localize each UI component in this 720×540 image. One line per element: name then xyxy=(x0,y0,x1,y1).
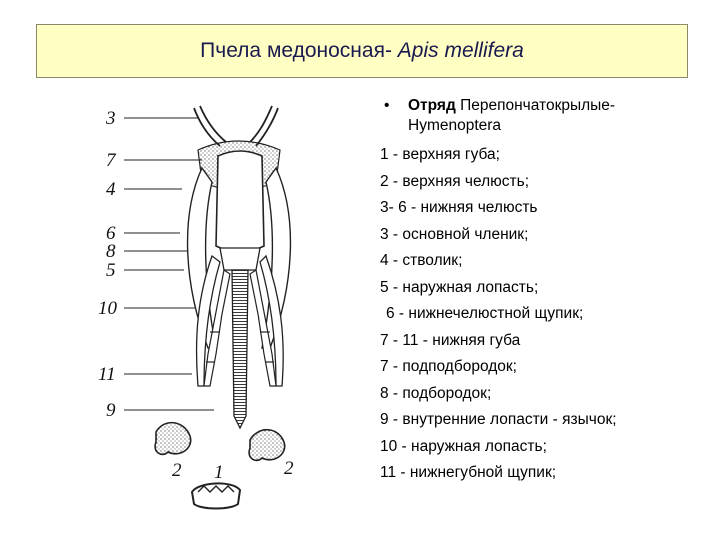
list-item: 3 - основной членик; xyxy=(380,225,529,243)
description-text xyxy=(380,96,710,487)
label-bottom-1: 1 xyxy=(214,462,224,483)
bullet-icon: • xyxy=(384,97,390,114)
left-mandible xyxy=(155,423,191,455)
title-latin: Apis mellifera xyxy=(397,39,524,62)
order-latin: Hymenoptera xyxy=(408,117,502,134)
label-8: 8 xyxy=(106,241,116,262)
order-name: Перепончатокрылые- xyxy=(455,97,616,114)
label-bottom-2-right: 2 xyxy=(284,458,294,479)
label-4: 4 xyxy=(106,179,116,200)
list-item: 8 - подбородок; xyxy=(380,384,492,402)
label-5: 5 xyxy=(106,260,116,281)
list-item: 2 - верхняя челюсть; xyxy=(380,172,530,190)
label-11: 11 xyxy=(98,364,116,385)
title-banner xyxy=(36,24,688,78)
list-item: 5 - наружная лопасть; xyxy=(380,278,539,296)
list-item: 1 - верхняя губа; xyxy=(380,146,500,163)
page-title xyxy=(200,39,524,63)
prementum xyxy=(220,248,260,270)
list-item: 11 - нижнегубной щупик; xyxy=(380,464,557,481)
label-10: 10 xyxy=(98,298,117,319)
mentum xyxy=(216,151,264,252)
right-mandible xyxy=(249,430,285,461)
upper-appendages xyxy=(194,106,278,146)
label-7: 7 xyxy=(106,150,116,171)
label-3: 3 xyxy=(106,108,116,129)
glossa xyxy=(232,270,248,428)
list-item: 3- 6 - нижняя челюсть xyxy=(380,199,538,216)
list-item: 6 - нижнечелюстной щупик; xyxy=(386,305,584,322)
label-6: 6 xyxy=(106,223,116,244)
mouthparts-illustration xyxy=(80,86,380,526)
list-item: 4 - стволик; xyxy=(380,252,463,269)
list-item: 7 - подподбородок; xyxy=(380,358,517,375)
order-label: Отряд xyxy=(408,97,456,114)
list-item: 10 - наружная лопасть; xyxy=(380,437,547,455)
list-item: 9 - внутренние лопасти - язычок; xyxy=(380,411,617,428)
labrum xyxy=(192,483,240,508)
bee-mouthparts-diagram xyxy=(80,86,380,526)
order-heading xyxy=(380,96,710,136)
label-bottom-2-left: 2 xyxy=(172,460,182,481)
label-9: 9 xyxy=(106,400,116,421)
list-item: 7 - 11 - нижняя губа xyxy=(380,331,521,349)
title-main: Пчела медоносная- xyxy=(200,39,398,62)
